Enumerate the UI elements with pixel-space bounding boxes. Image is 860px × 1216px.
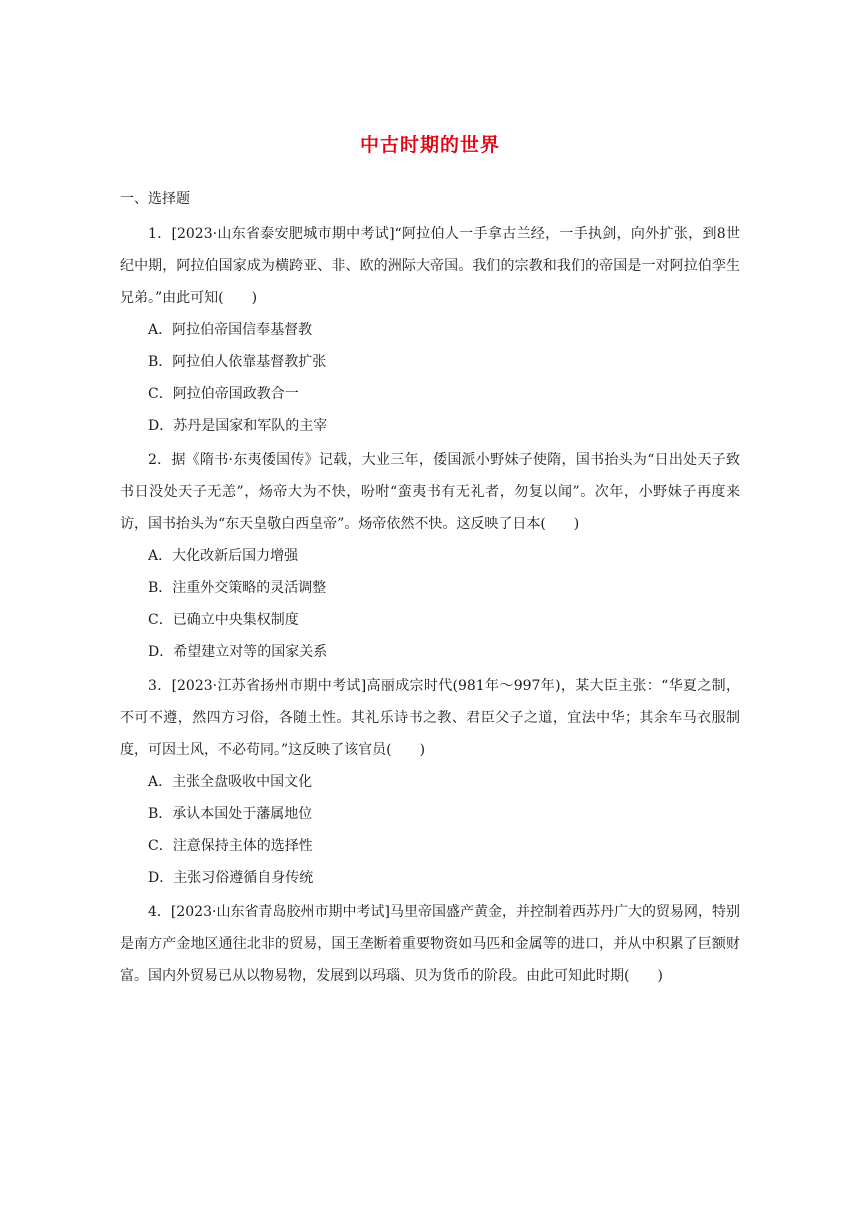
question-stem: 2．据《隋书·东夷倭国传》记载，大业三年，倭国派小野妹子使隋，国书抬头为“日出处天子致书日没处天子无恙”，炀帝大为不快，吩咐“蛮夷书有无礼者，勿复以闻”。次年，小野妹子再度来访，国书抬头为“东天皇敬白西皇帝”。炀帝依然不快。这反映了日本( ) [120,452,740,532]
option-b: B．承认本国处于藩属地位 [148,806,313,822]
question-1 [120,218,740,442]
option-c: C．阿拉伯帝国政教合一 [148,386,299,402]
option-d: D．主张习俗遵循自身传统 [148,870,314,886]
question-stem: 3．[2023·江苏省扬州市期中考试]高丽成宗时代(981年～997年)，某大臣主张：“华夏之制，不可不遵，然四方习俗，各随土性。其礼乐诗书之教、君臣父子之道，宜法中华；其余车马衣服制度，可因土风，不必苟同。”这反映了该官员( ) [120,678,740,758]
question-stem: 1．[2023·山东省泰安肥城市期中考试]“阿拉伯人一手拿古兰经，一手执剑，向外扩张，到8世纪中期，阿拉伯国家成为横跨亚、非、欧的洲际大帝国。我们的宗教和我们的帝国是一对阿拉伯孪生兄弟。”由此可知( ) [120,226,740,306]
option-a: A．主张全盘吸收中国文化 [148,774,313,790]
option-b: B．注重外交策略的灵活调整 [148,580,327,596]
option-d: D．苏丹是国家和军队的主宰 [148,418,328,434]
question-3 [120,670,740,894]
option-c: C．注意保持主体的选择性 [148,838,313,854]
question-list [120,218,740,994]
question-4 [120,896,740,992]
option-c: C．已确立中央集权制度 [148,612,299,628]
option-b: B．阿拉伯人依靠基督教扩张 [148,354,327,370]
option-a: A．大化改新后国力增强 [148,548,299,564]
option-a: A．阿拉伯帝国信奉基督教 [148,322,313,338]
question-stem: 4．[2023·山东省青岛胶州市期中考试]马里帝国盛产黄金，并控制着西苏丹广大的贸易网，特别是南方产金地区通往北非的贸易，国王垄断着重要物资如马匹和金属等的进口，并从中积累了巨额财富。国内外贸易已从以物易物，发展到以玛瑙、贝为货币的阶段。由此可知此时期( ) [120,904,740,984]
page-title: 中古时期的世界 [359,134,500,156]
option-d: D．希望建立对等的国家关系 [148,644,328,660]
question-2 [120,444,740,668]
section-heading: 一、选择题 [120,191,190,207]
